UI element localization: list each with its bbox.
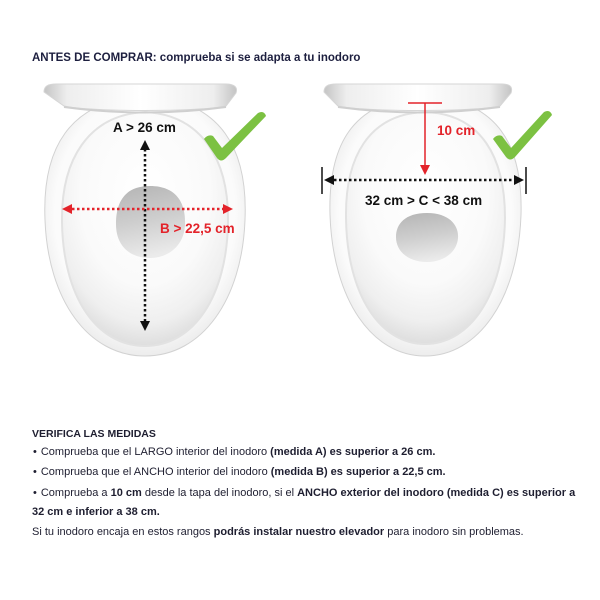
- toilet-drain: [396, 213, 458, 262]
- bullet: •: [33, 487, 37, 499]
- title-subtitle: comprueba si se adapta a tu inodoro: [159, 52, 361, 64]
- offset-label: 10 cm: [437, 123, 476, 138]
- toilet-left-diagram: [44, 84, 266, 356]
- measure-c-label: 32 cm > C < 38 cm: [365, 193, 483, 208]
- verify-closing: [32, 525, 524, 539]
- item-distance: 10 cm: [110, 487, 142, 499]
- verify-item-outer-width-range: 32 cm e inferior a 38 cm.: [32, 506, 160, 518]
- verify-item-outer-width: [32, 486, 575, 500]
- title-prefix: ANTES DE COMPRAR:: [32, 52, 157, 64]
- bullet: •: [33, 446, 37, 458]
- toilet-seat-back: [44, 84, 237, 111]
- closing-text: para inodoro sin problemas.: [384, 526, 524, 538]
- measure-b-label: B > 22,5 cm: [160, 221, 235, 236]
- page-title: [32, 51, 360, 65]
- verify-item-length: [32, 445, 435, 459]
- item-text: Comprueba a: [40, 487, 111, 499]
- toilet-seat-back: [324, 84, 512, 111]
- toilet-right-diagram: [322, 84, 552, 356]
- closing-highlight: podrás instalar nuestro elevador: [213, 526, 385, 538]
- item-requirement: (medida A) es superior a 26 cm.: [270, 446, 436, 458]
- verify-item-width: [32, 465, 446, 479]
- measure-a-label: A > 26 cm: [113, 120, 176, 135]
- item-text: desde la tapa del inodoro, si el: [141, 487, 298, 499]
- bullet: •: [33, 466, 37, 478]
- verify-heading: VERIFICA LAS MEDIDAS: [32, 428, 156, 440]
- closing-text: Si tu inodoro encaja en estos rangos: [32, 526, 214, 538]
- item-requirement: (medida B) es superior a 22,5 cm.: [270, 466, 446, 478]
- item-requirement: ANCHO exterior del inodoro (medida C) es superior a: [297, 487, 576, 499]
- item-text: Comprueba que el ANCHO interior del inodoro: [40, 466, 271, 478]
- item-text: Comprueba que el LARGO interior del inodoro: [40, 446, 271, 458]
